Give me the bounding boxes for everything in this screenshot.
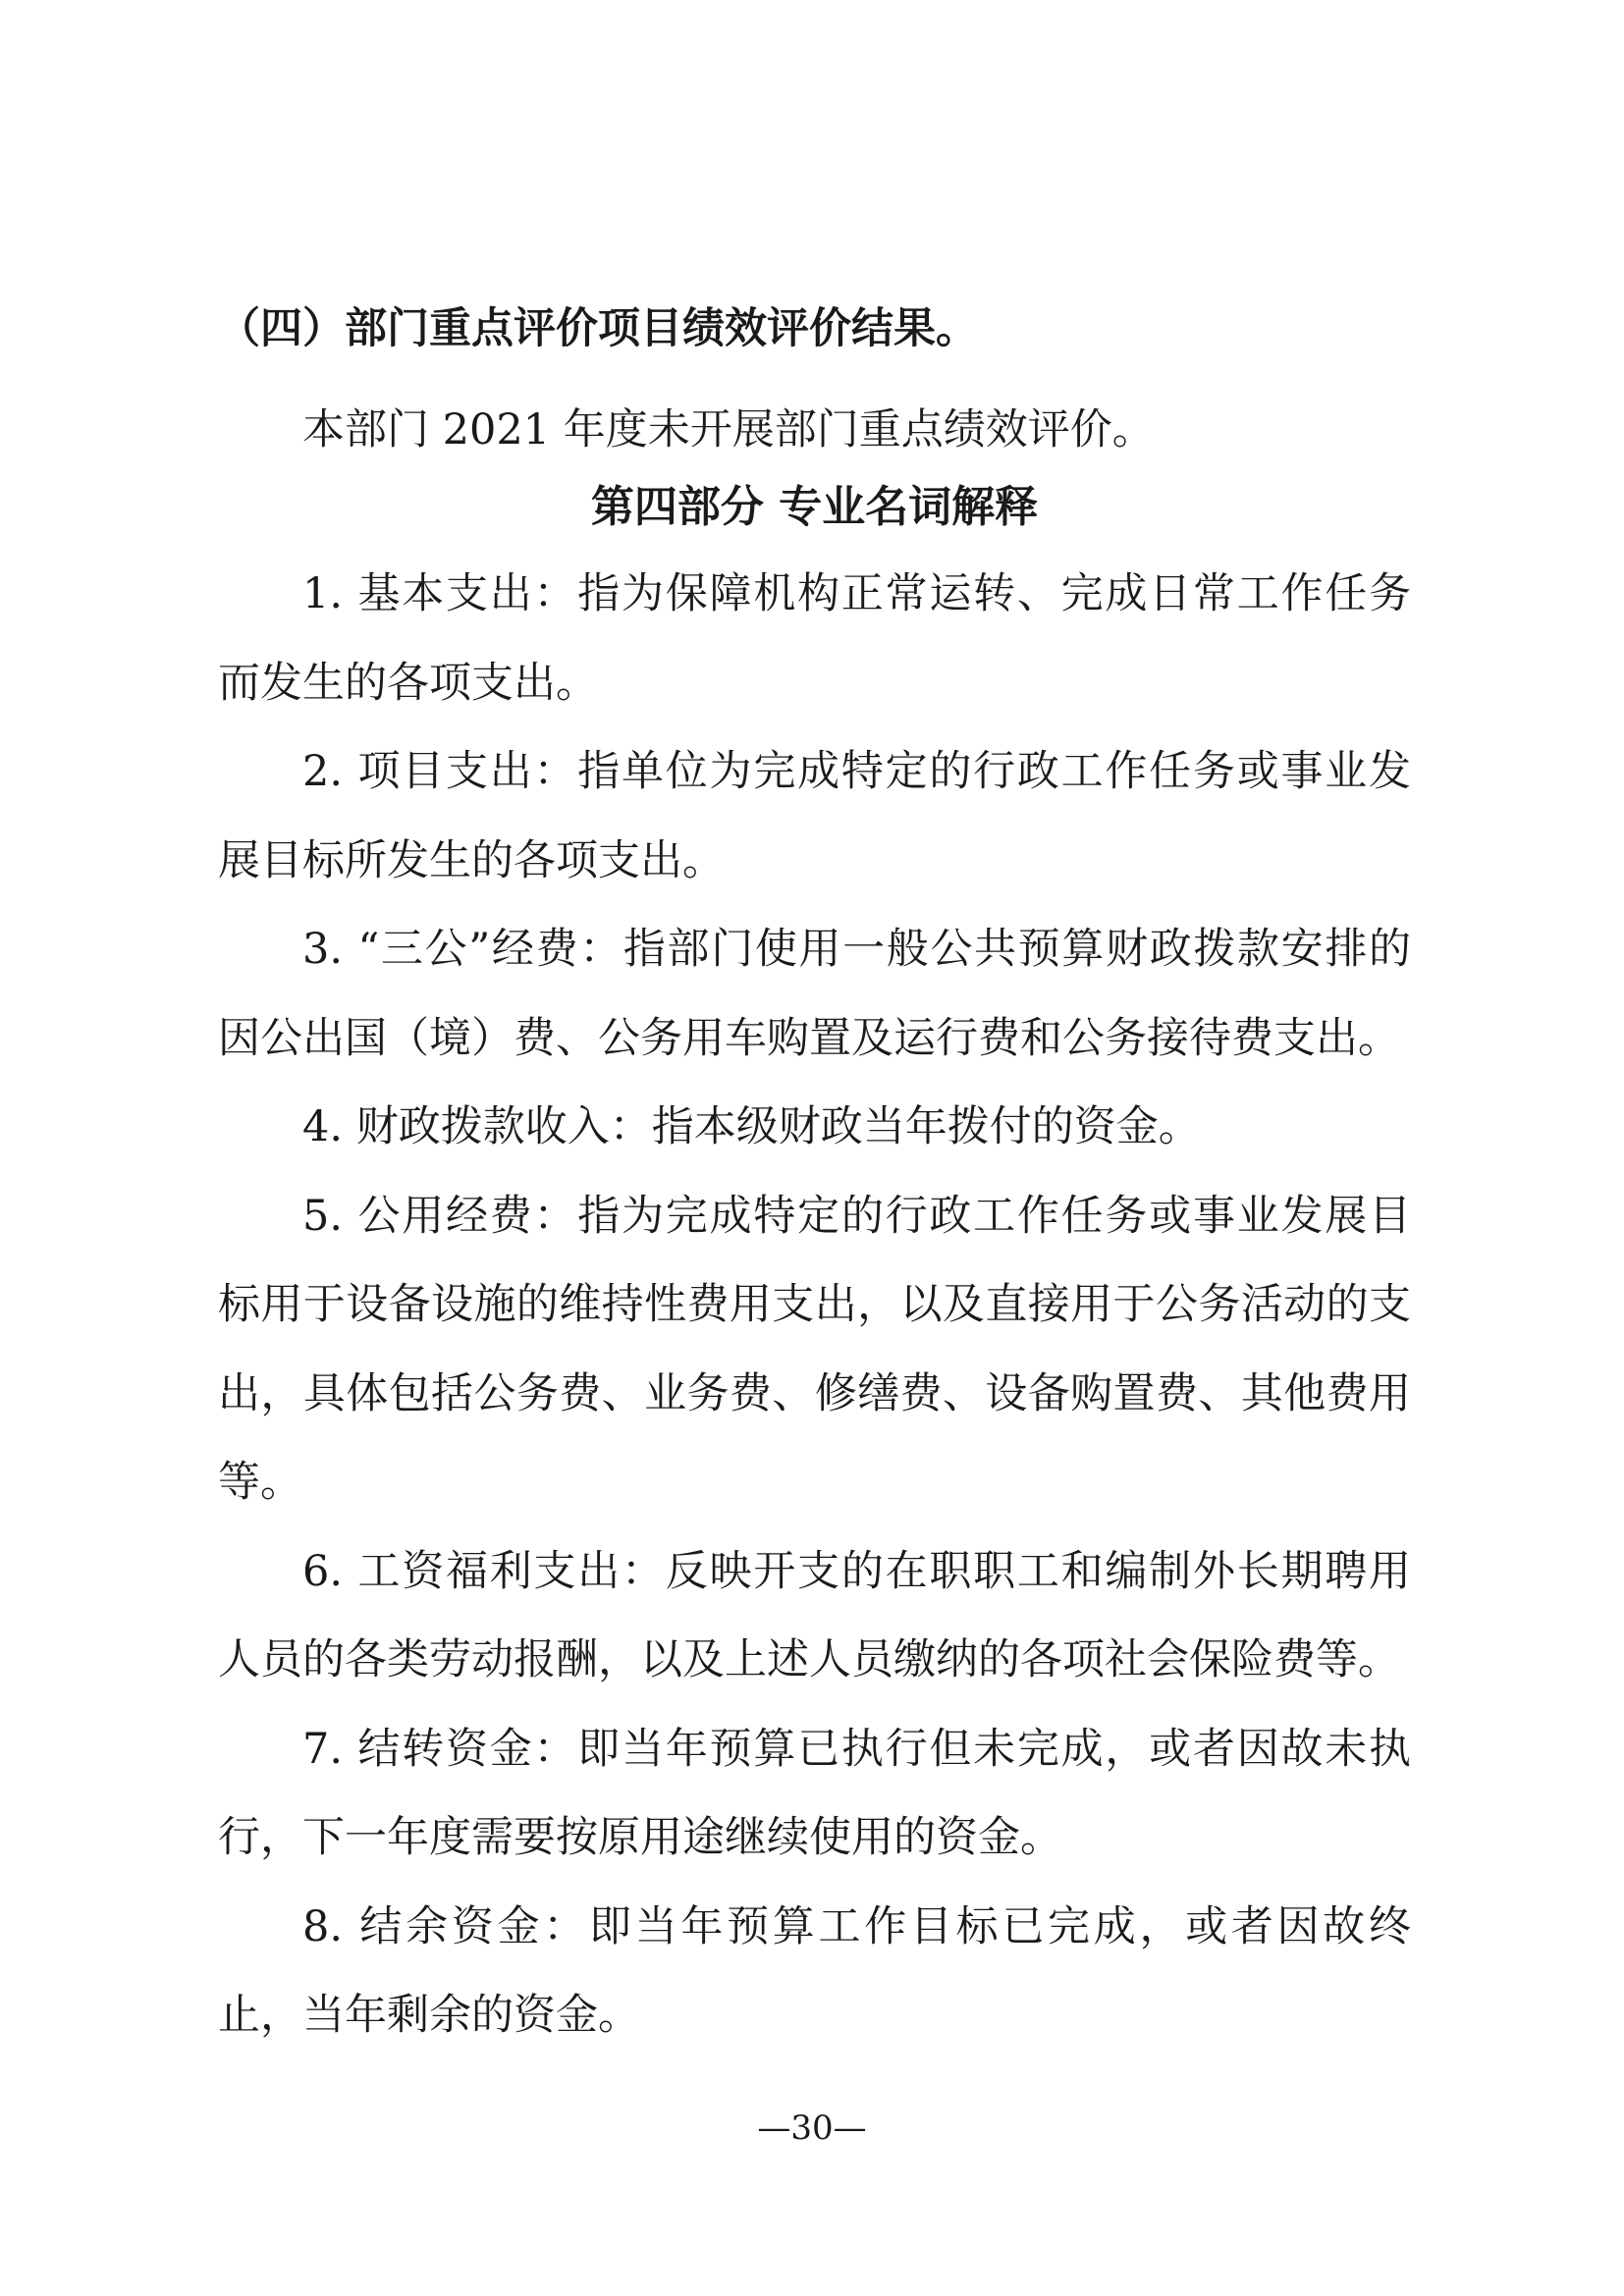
definition-item: 1. 基本支出：指为保障机构正常运转、完成日常工作任务而发生的各项支出。 xyxy=(218,569,1411,708)
page-number: —30— xyxy=(757,2109,867,2148)
definition-item: 7. 结转资金：即当年预算已执行但未完成，或者因故未执行，下一年度需要按原用途继续使用的资金。 xyxy=(218,1724,1411,1862)
section-heading: （四）部门重点评价项目绩效评价结果。 xyxy=(218,304,978,353)
part-title: 第四部分 专业名词解释 xyxy=(590,482,1039,532)
definition-item: 6. 工资福利支出：反映开支的在职职工和编制外长期聘用人员的各类劳动报酬，以及上述人员缴纳的各项社会保险费等。 xyxy=(218,1546,1411,1684)
section-body-paragraph: 本部门 2021 年度未开展部门重点绩效评价。 xyxy=(302,405,1155,454)
definition-item: 5. 公用经费：指为完成特定的行政工作任务或事业发展目标用于设备设施的维持性费用支出，以及直接用于公务活动的支出，具体包括公务费、业务费、修缮费、设备购置费、其他费用等。 xyxy=(218,1191,1411,1507)
definition-item: 8. 结余资金：即当年预算工作目标已完成，或者因故终止，当年剩余的资金。 xyxy=(218,1901,1411,2040)
definition-item: 3. “三公”经费：指部门使用一般公共预算财政拨款安排的因公出国（境）费、公务用车购置及运行费和公务接待费支出。 xyxy=(218,925,1411,1063)
definition-item: 2. 项目支出：指单位为完成特定的行政工作任务或事业发展目标所发生的各项支出。 xyxy=(218,747,1411,885)
definition-item: 4. 财政拨款收入：指本级财政当年拨付的资金。 xyxy=(302,1102,1201,1151)
definitions-list xyxy=(218,550,1411,2060)
